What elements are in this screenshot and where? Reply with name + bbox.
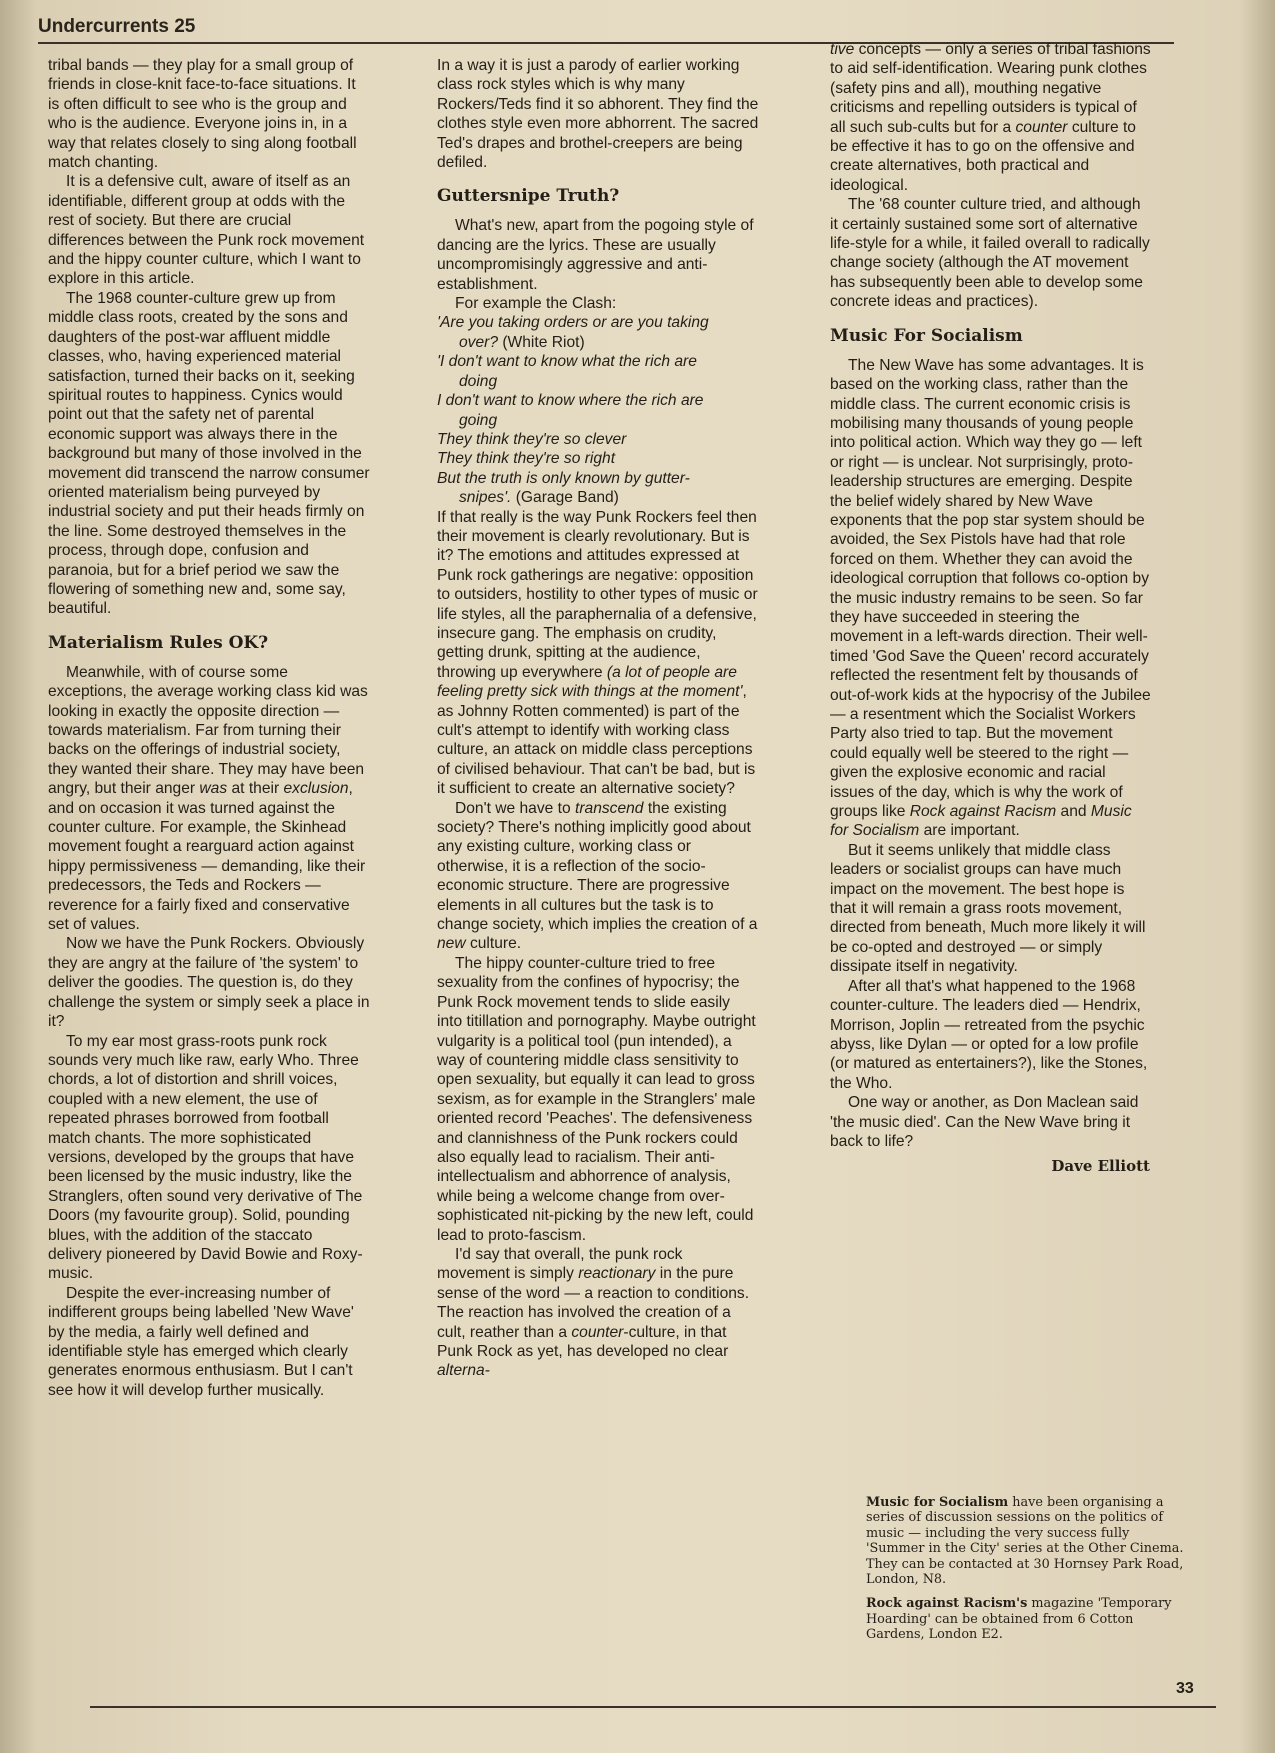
binding-shadow — [0, 0, 36, 1753]
footer-rule — [90, 1706, 1216, 1708]
lyric-line: 'I don't want to know what the rich are — [437, 353, 697, 371]
lyric-line: I don't want to know where the rich are — [437, 392, 704, 410]
paragraph: But it seems unlikely that middle class leaders or socialist groups can have much impact on the movement. The best hope is that it will remain a grass roots movement, directed from beneath, Much more likely it will be co-opted and destroyed — or simply dissipate itself in negativity. — [830, 841, 1146, 976]
paragraph: What's new, apart from the pogoing style of dancing are the lyrics. These are usually uncompromisingly aggressive and anti-establishment. — [437, 217, 754, 293]
page-number: 33 — [1176, 1680, 1194, 1697]
lyric-line: They think they're so clever — [437, 430, 627, 448]
section-heading: Materialism Rules OK? — [48, 632, 269, 653]
paragraph: Meanwhile, with of course some exceptions, the average working class kid was looking in exactly the opposite direction — towards materialism. Far from turning their backs on the offerings of industrial society, they wanted their share. They may have been angry, but their anger was at their exclusion, and on occasion it was turned against the counter culture. For example, the Skinhead movement fought a rearguard action against hippy permissiveness — demanding, like their predecessors, the Teds and Rockers — reverence for a fairly fixed and conservative set of values. — [48, 663, 368, 934]
section-heading: Music For Socialism — [830, 325, 1023, 346]
paragraph: Don't we have to transcend the existing society? There's nothing implicitly good about any existing culture, working class or otherwise, it is a reflection of the socio-economic structure. There are progressive elements in all cultures but the task is to change society, which implies the creation of a new culture. — [437, 799, 758, 953]
column-3 — [830, 40, 1152, 1177]
paragraph: If that really is the way Punk Rockers feel then their movement is clearly revolutionary. But is it? The emotions and attitudes expressed at Punk rock gatherings are negative: opposition to outsiders, hostility to other types of music or life styles, all the paraphernalia of a defensive, insecure gang. The emphasis on crudity, getting drunk, spitting at the audience, throwing up everywhere (a lot of people are feeling pretty sick with things at the moment', as Johnny Rotten commented) is part of the cult's attempt to identify with working class culture, an attack on middle class perceptions of civilised behaviour. That can't be bad, but is it sufficient to create an alternative society? — [437, 508, 758, 798]
paragraph: The hippy counter-culture tried to free sexuality from the confines of hypocrisy; the Punk Rock movement tends to slide easily into titillation and pornography. Maybe outright vulgarity is a political tool (pun intended), a way of countering middle class sensitivity to open sexuality, but equally it can lead to gross sexism, as for example in the Stranglers' male oriented record 'Peaches'. The defensiveness and clannishness of the Punk rockers could also equally lead to racialism. Their anti-intellectualism and abhorrence of analysis, while being a welcome change from over-sophisticated nit-picking by the new left, could lead to proto-fascism. — [437, 954, 756, 1244]
paragraph: After all that's what happened to the 1968 counter-culture. The leaders died — Hendrix, Morrison, Joplin — retreated from the psychic abyss, like Dylan — or opted for a low profile (or matured as entertainers?), like the Stones, the Who. — [830, 977, 1148, 1092]
paragraph: Despite the ever-increasing number of indifferent groups being labelled 'New Wave' by the media, a fairly well defined and identifiable style has emerged which clearly generates enormous enthusiasm. But I can't see how it will develop further musically. — [48, 1284, 354, 1399]
paragraph: To my ear most grass-roots punk rock sounds very much like raw, early Who. Three chords, a lot of distortion and shrill voices, coupled with a new element, the use of repeated phrases borrowed from football match chants. The more sophisticated versions, developed by the groups that have been licensed by the music industry, like the Stranglers, often sound very derivative of The Doors (my favourite group). Solid, pounding blues, with the addition of the staccato delivery pioneered by David Bowie and Roxy-music. — [48, 1032, 363, 1283]
edge-shadow — [1240, 0, 1275, 1753]
lyric-line: over? (White Riot) — [459, 333, 585, 351]
paragraph: For example the Clash: — [455, 295, 617, 313]
column-2 — [437, 56, 759, 1381]
footnotes — [866, 1495, 1188, 1652]
lyric-line: They think they're so right — [437, 450, 616, 468]
running-head: Undercurrents 25 — [38, 16, 196, 37]
paragraph: It is a defensive cult, aware of itself as an identifiable, different group at odds with the rest of society. But there are crucial differences between the Punk rock movement and the hippy counter culture, which I want to explore in this article. — [48, 173, 365, 288]
paragraph: The New Wave has some advantages. It is based on the working class, rather than the middle class. The current economic crisis is mobilising many thousands of young people into political action. Which way they go — left or right — is unclear. Not surprisingly, proto-leadership structures are emerging. Despite the belief widely shared by New Wave exponents that the pop star system should be avoided, the Sex Pistols have had that role forced on them. Whether they can avoid the ideological corruption that follows co-option by the music industry remains to be seen. So far they have succeeded in steering the movement in a left-wards direction. Their well-timed 'God Save the Queen' record accurately reflected the resentment felt by thousands of out-of-work kids at the hypocrisy of the Jubilee — a resentment which the Socialist Workers Party also tried to tap. But the movement could equally well be steered to the right — given the explosive economic and racial issues of the day, which is why the work of groups like Rock against Racism and Music for Socialism are important. — [830, 356, 1151, 840]
lyric-line: doing — [459, 372, 498, 390]
lyric-line: 'Are you taking orders or are you taking — [437, 314, 709, 332]
lyric-line: going — [459, 411, 498, 429]
lyric-line: snipes'. (Garage Band) — [459, 489, 619, 507]
footnote: Music for Socialism have been organising a series of discussion sessions on the politics of music — including the very success fully 'Summer in the City' series at the Other Cinema. They can be contacted at 30 Hornsey Park Road, London, N8. — [866, 1495, 1184, 1588]
paragraph: tive concepts — only a series of tribal fashions to aid self-identification. Wearing punk clothes (safety pins and all), mouthing negative criticisms and repelling outsiders is typical of all such sub-cults but for a counter culture to be effective it has to go on the offensive and create alternatives, both practical and ideological. — [830, 41, 1151, 194]
column-1 — [48, 56, 370, 1400]
section-heading: Guttersnipe Truth? — [437, 186, 620, 207]
paragraph: tribal bands — they play for a small group of friends in close-knit face-to-face situations. It is often difficult to see who is the group and who is the audience. Everyone joins in, in a way that relates closely to sing along football match chanting. — [48, 57, 357, 172]
author-signature: Dave Elliott — [1051, 1157, 1150, 1176]
lyric-line: But the truth is only known by gutter- — [437, 469, 690, 487]
paragraph: In a way it is just a parody of earlier working class rock styles which is why many Rockers/Teds find it so abhorent. They find the clothes style even more abhorrent. The sacred Ted's drapes and brothel-creepers are being defiled. — [437, 57, 759, 172]
paragraph: Now we have the Punk Rockers. Obviously they are angry at the failure of 'the system' to deliver the goodies. The question is, do they challenge the system or simply seek a place in it? — [48, 935, 370, 1031]
paragraph: The '68 counter culture tried, and although it certainly sustained some sort of alternative life-style for a while, it failed overall to radically change society (although the AT movement has subsequently been able to develop some concrete ideas and practices). — [830, 196, 1150, 311]
paragraph: I'd say that overall, the punk rock movement is simply reactionary in the pure sense of the word — a reaction to conditions. The reaction has involved the creation of a cult, reather than a counter-culture, in that Punk Rock as yet, has developed no clear alterna- — [437, 1245, 750, 1380]
paragraph: One way or another, as Don Maclean said 'the music died'. Can the New Wave bring it back to life? — [830, 1094, 1139, 1150]
footnote: Rock against Racism's magazine 'Temporary Hoarding' can be obtained from 6 Cotton Gardens, London E2. — [866, 1596, 1172, 1643]
paragraph: The 1968 counter-culture grew up from middle class roots, created by the sons and daughters of the post-war affluent middle classes, who, having experienced material satisfaction, turned their backs on it, seeking spiritual routes to happiness. Cynics would point out that the safety net of parental economic support was always there in the background but many of those involved in the movement did transcend the narrow consumer oriented materialism being purveyed by industrial society and put their heads firmly on the line. Some destroyed themselves in the process, through dope, confusion and paranoia, but for a brief period we saw the flowering of something new and, some say, beautiful. — [48, 289, 370, 618]
